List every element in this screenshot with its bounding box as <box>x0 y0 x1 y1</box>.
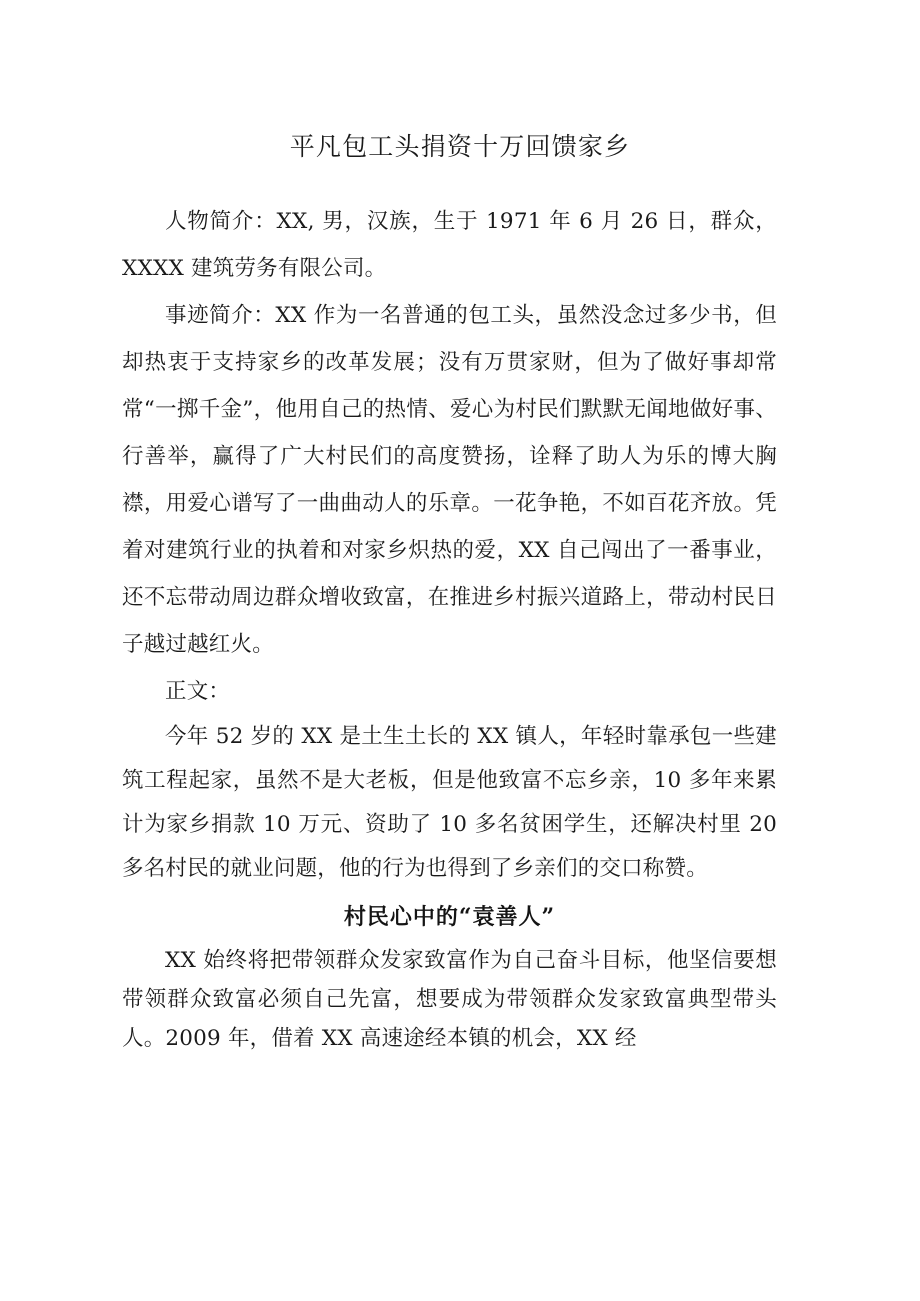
page-title: 平凡包工头捐资十万回馈家乡 <box>289 131 631 161</box>
section-heading-1: 村民心中的“袁善人” <box>343 904 556 930</box>
paragraph-main-text-1: 今年 52 岁的 XX 是土生土长的 XX 镇人，年轻时靠承包一些建筑工程起家，虽然不是大老板，但是他致富不忘乡亲，10 多年来累计为家乡捐款 10 万元、资助了 10 多名贫困学生，还解决村里 20 多名村民的就业问题，他的行为也得到了乡亲们的交口称赞。 <box>122 724 777 881</box>
paragraph-section-1-body: XX 始终将把带领群众发家致富作为自己奋斗目标，他坚信要想带领群众致富必须自己先富，想要成为带领群众发家致富典型带头人。2009 年，借着 XX 高速途经本镇的机会，XX 经 <box>122 948 777 1051</box>
paragraph-deeds-summary: 事迹简介：XX 作为一名普通的包工头，虽然没念过多少书，但却热衷于支持家乡的改革发展；没有万贯家财，但为了做好事却常常“一掷千金”，他用自己的热情、爱心为村民们默默无闻地做好事、行善举，赢得了广大村民们的高度赞扬，诠释了助人为乐的博大胸襟，用爱心谱写了一曲曲动人的乐章。一花争艳，不如百花齐放。凭着对建筑行业的执着和对家乡炽热的爱，XX 自己闯出了一番事业，还不忘带动周边群众增收致富，在推进乡村振兴道路上，带动村民日子越过越红火。 <box>122 303 777 657</box>
paragraph-profile: 人物简介：XX, 男，汉族，生于 1971 年 6 月 26 日，群众，XXXX 建筑劳务有限公司。 <box>122 209 777 281</box>
document-body <box>122 198 777 1058</box>
paragraph-main-text-label: 正文： <box>165 679 231 704</box>
